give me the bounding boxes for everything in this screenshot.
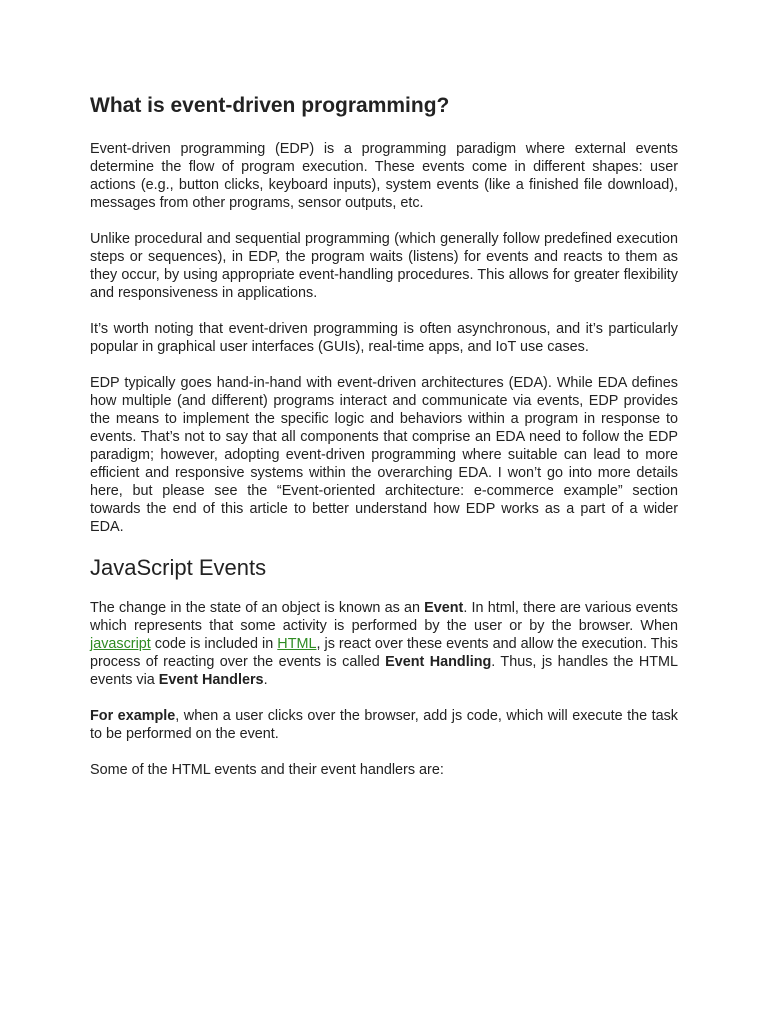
term-event: Event [424, 600, 464, 616]
paragraph-events-intro: Some of the HTML events and their event handlers are: [90, 762, 444, 778]
term-event-handling: Event Handling [385, 654, 492, 670]
paragraph-event-definition [90, 599, 678, 689]
page-title: What is event-driven programming? [90, 94, 450, 117]
text-run: The change in the state of an object is known as an [90, 600, 425, 616]
paragraph-edp-vs-procedural: Unlike procedural and sequential programming (which generally follow predefined execution steps or sequences), in EDP, the program waits (listens) for events and reacts to them as they occur, by using appropriate event-handling procedures. This allows for greater flexibility and responsiveness in applications. [90, 231, 678, 301]
paragraph-edp-async: It’s worth noting that event-driven programming is often asynchronous, and it’s particularly popular in graphical user interfaces (GUIs), real-time apps, and IoT use cases. [90, 321, 678, 355]
text-run: , when a user clicks over the browser, add js code, which will execute the task to be performed on the event. [90, 708, 678, 742]
html-link[interactable]: HTML [277, 636, 317, 652]
text-run: . Thus, js handles the HTML events via [90, 654, 678, 688]
text-run: code is included in [150, 636, 278, 652]
text-run: . In html, there are various events which represents that some activity is performed by the user or by the browser. When [90, 600, 678, 634]
text-run: . [263, 672, 268, 688]
paragraph-edp-eda: EDP typically goes hand-in-hand with event-driven architectures (EDA). While EDA defines how multiple (and different) programs interact and communicate via events, EDP provides the means to implement the specific logic and behaviors within a program in response to events. That’s not to say that all components that comprise an EDA need to follow the EDP paradigm; however, adopting event-driven programming where suitable can lead to more efficient and responsive systems within the overarching EDA. I won’t go into more details here, but please see the “Event-oriented architecture: e-commerce example” section towards the end of this article to better understand how EDP works as a part of a wider EDA. [90, 375, 678, 535]
paragraph-example [90, 707, 678, 743]
javascript-link[interactable]: javascript [90, 636, 151, 652]
text-run: , js react over these events and allow the execution. This process of reacting over the events is called [90, 636, 678, 670]
term-event-handlers: Event Handlers [158, 672, 264, 688]
paragraph-edp-definition: Event-driven programming (EDP) is a programming paradigm where external events determine the flow of program execution. These events come in different shapes: user actions (e.g., button clicks, keyboard inputs), system events (like a finished file download), messages from other programs, sensor outputs, etc. [90, 141, 678, 211]
term-for-example: For example [90, 708, 176, 724]
section-heading-javascript-events: JavaScript Events [90, 555, 267, 580]
document-content [90, 92, 678, 797]
